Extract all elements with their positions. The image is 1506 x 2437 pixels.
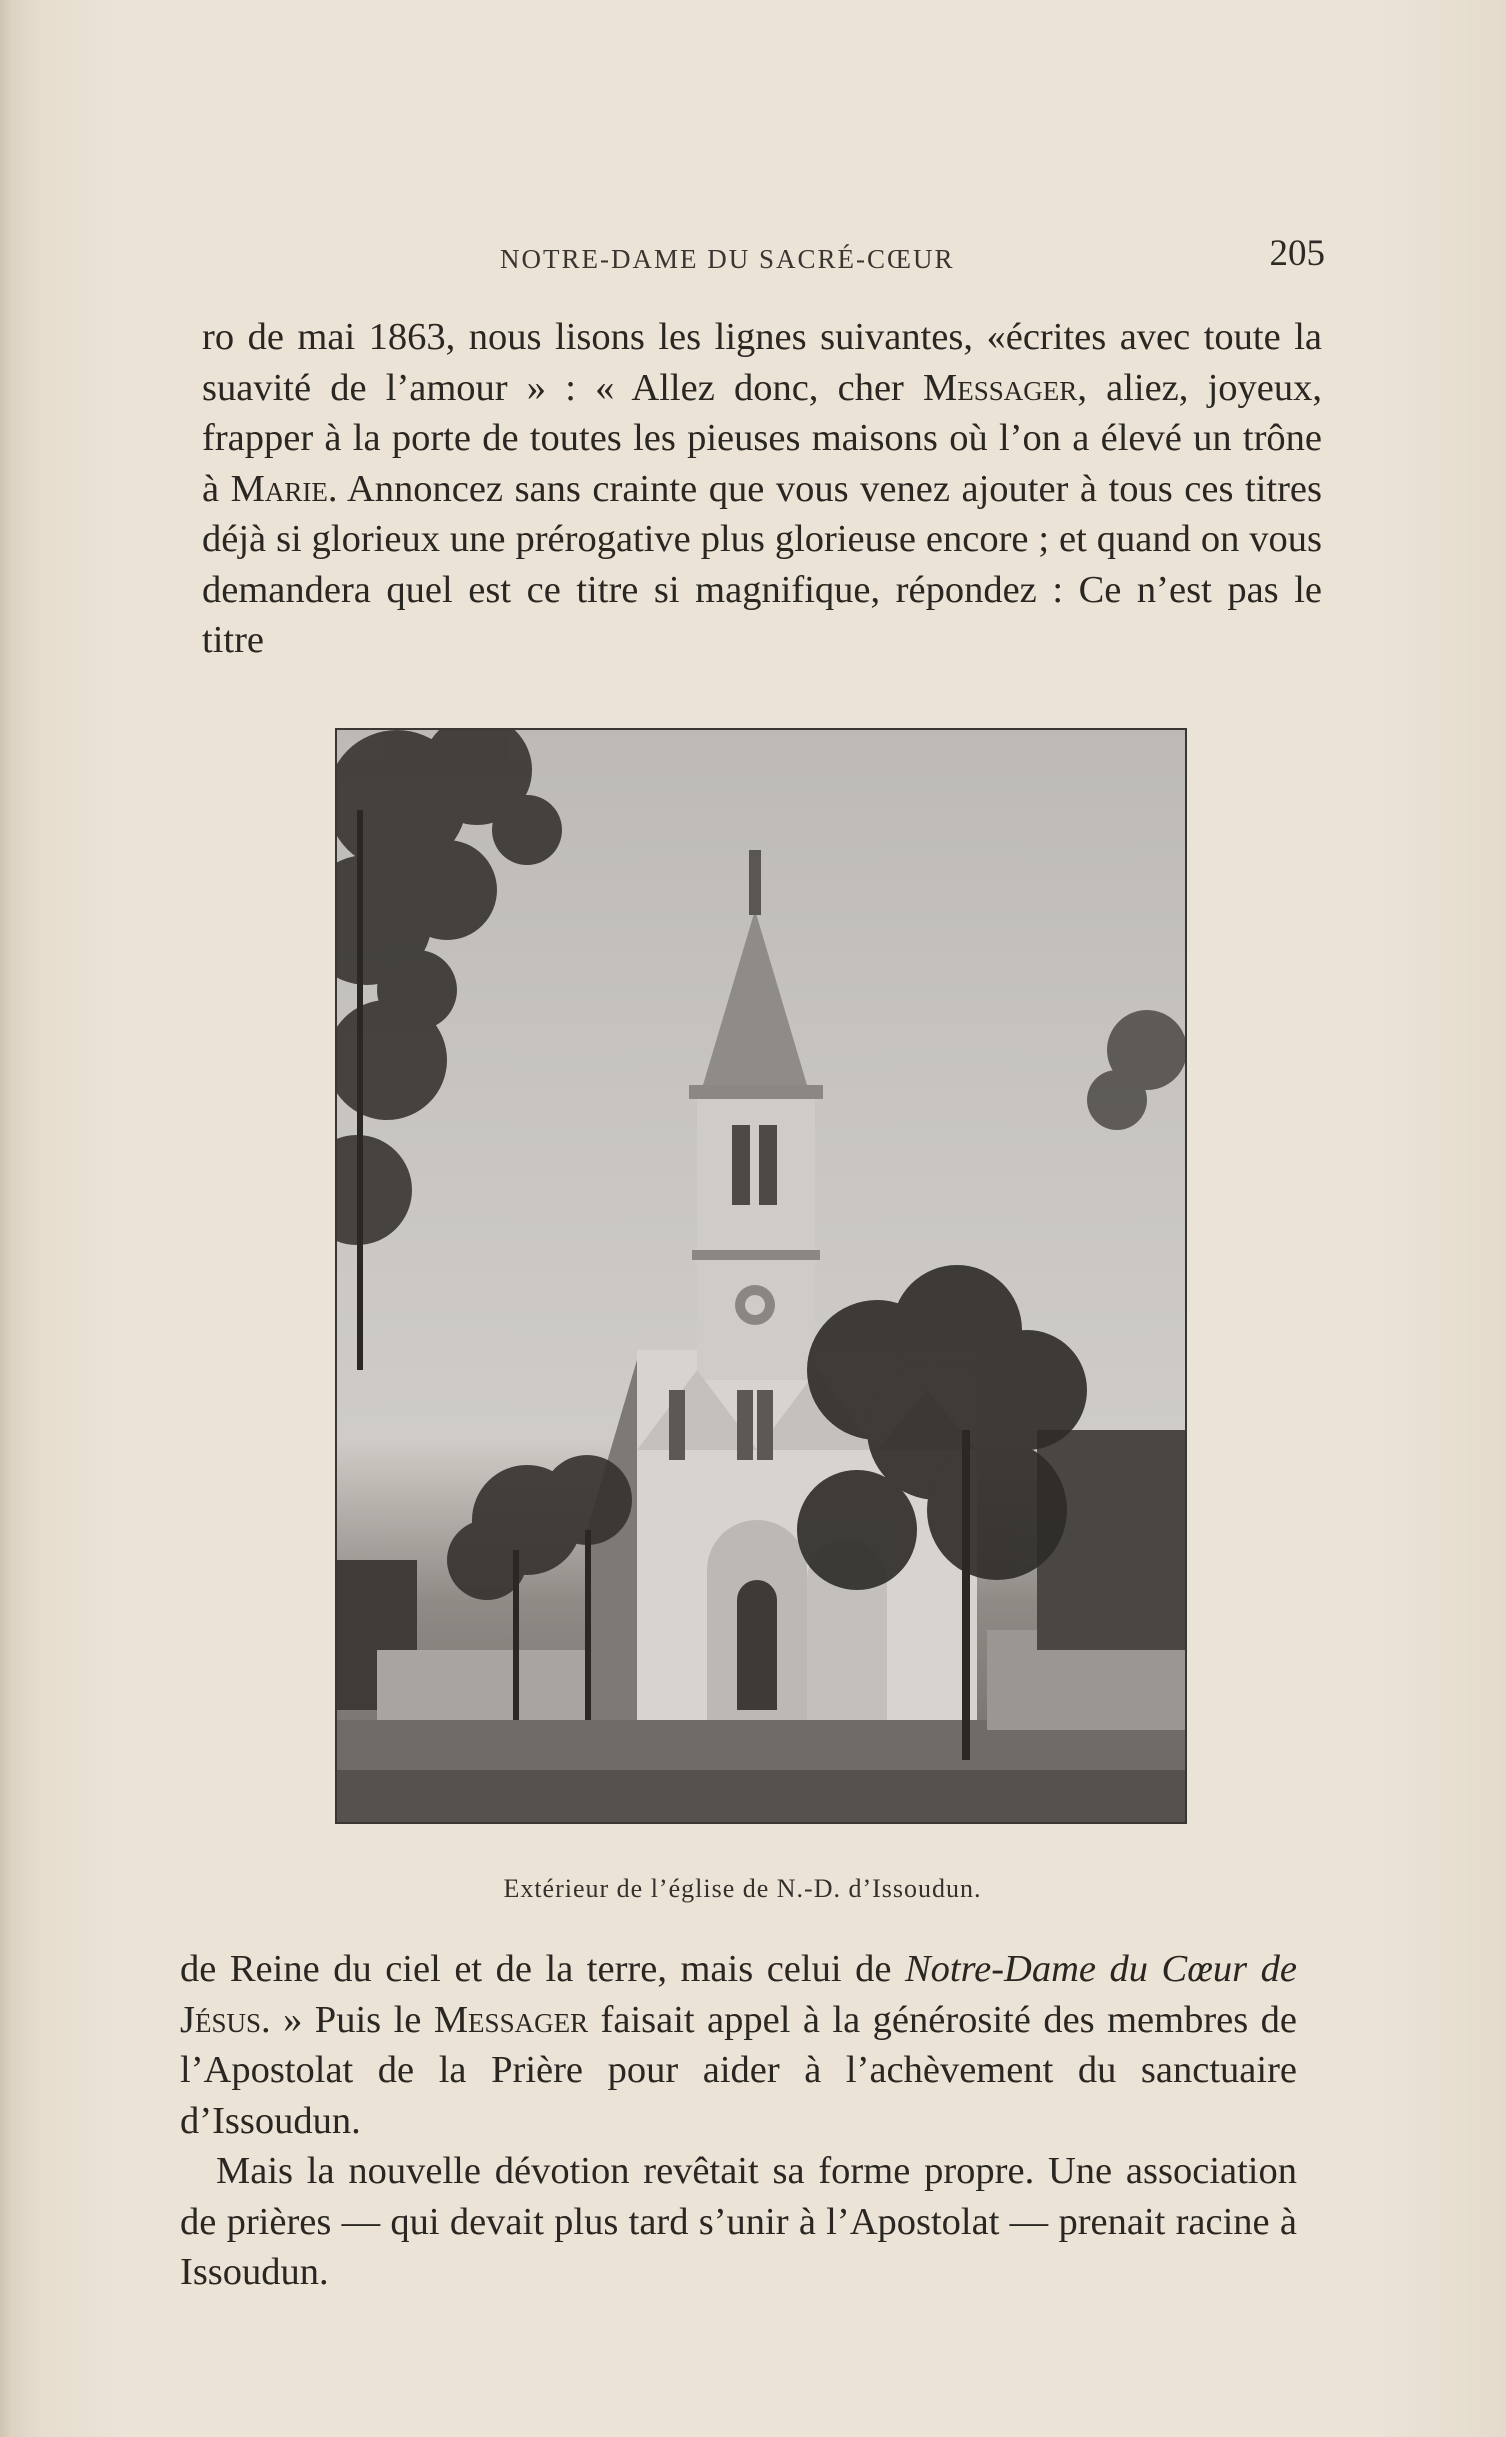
jesus-smallcaps: Jésus bbox=[180, 1998, 262, 2041]
bottom-text-1: de Reine du ciel et de la terre, mais celui de bbox=[180, 1948, 905, 1990]
top-text-3: . Annoncez sans crainte que vous venez ajouter à tous ces titres déjà si glorieux une prérogative plus glorieuse encore ; et quand on vous demandera quel est ce titre si magnifique, répondez : Ce n’est pas le titre bbox=[202, 467, 1323, 661]
running-title: NOTRE-DAME DU SACRÉ-CŒUR bbox=[500, 244, 955, 274]
marie-smallcaps: Marie bbox=[230, 467, 328, 510]
figure-caption: Extérieur de l’église de N.-D. d’Issoudun. bbox=[503, 1874, 982, 1903]
bottom-paragraph-1 bbox=[180, 1944, 1297, 2146]
messager-smallcaps-2: Messager bbox=[433, 1998, 589, 2041]
top-text-2: , aliez, joyeux, frapper à la porte de toutes les pieuses maisons où l’on a élevé un trône à bbox=[202, 366, 1322, 510]
page-gutter bbox=[0, 0, 14, 2437]
bottom-text bbox=[180, 1944, 1297, 2298]
page-number: 205 bbox=[1269, 233, 1325, 274]
bottom-text-2: . » Puis le bbox=[261, 1998, 434, 2041]
messager-smallcaps: Messager bbox=[923, 366, 1078, 409]
bottom-paragraph-2: Mais la nouvelle dévotion revêtait sa forme propre. Une association de prières — qui devait plus tard s’unir à l’Apostolat — prenait racine à Issoudun. bbox=[180, 2150, 1297, 2293]
running-header bbox=[200, 232, 1325, 282]
church-illustration bbox=[337, 730, 1185, 1822]
bottom-text-3: faisait appel à la générosité des membres de l’Apostolat de la Prière pour aider à l’achèvement du sanctuaire d’Issoudun. bbox=[180, 1998, 1297, 2142]
top-paragraph bbox=[202, 312, 1322, 666]
italic-title: Notre-Dame du Cœur de bbox=[904, 1948, 1297, 1990]
church-photograph bbox=[335, 728, 1187, 1824]
top-text-1: ro de mai 1863, nous lisons les lignes suivantes, «écrites avec toute la suavité de l’amour » : « Allez donc, cher bbox=[202, 316, 1322, 409]
